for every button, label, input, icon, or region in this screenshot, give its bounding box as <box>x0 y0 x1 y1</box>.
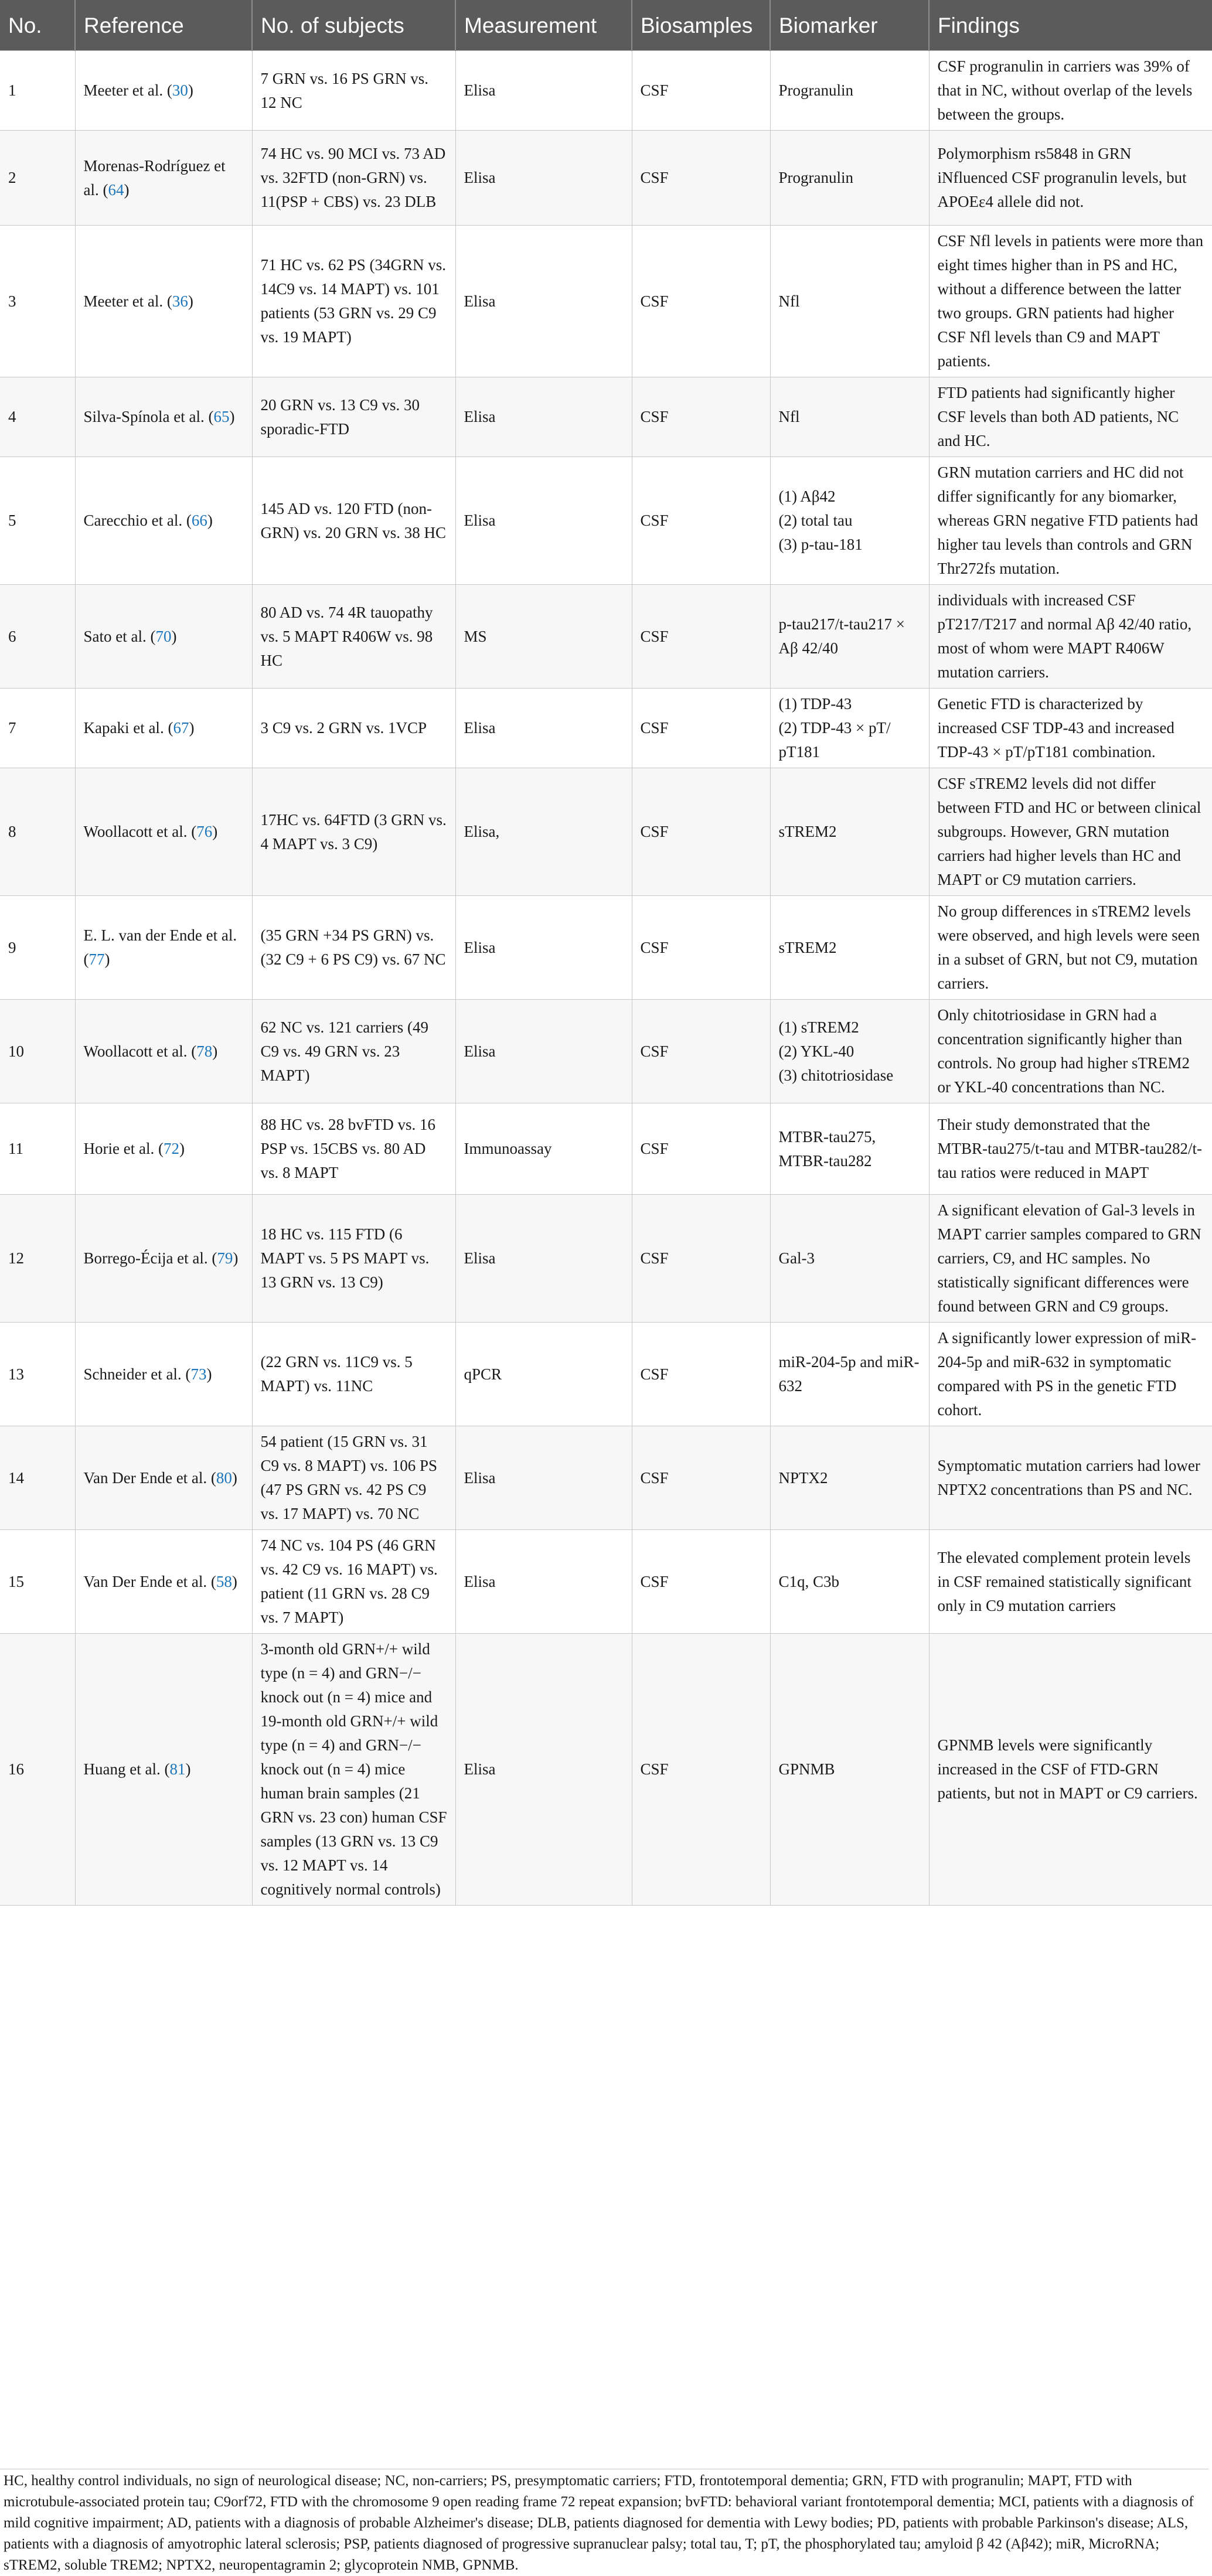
reference-close: ) <box>212 823 218 840</box>
cell-no: 15 <box>0 1530 75 1634</box>
cell-biosample: CSF <box>632 1103 770 1195</box>
cell-biomarker: MTBR-tau275, MTBR-tau282 <box>770 1103 929 1195</box>
citation-link[interactable]: 79 <box>217 1249 233 1267</box>
cell-biomarker <box>770 689 929 768</box>
cell-biosample: CSF <box>632 131 770 226</box>
cell-no: 7 <box>0 689 75 768</box>
reference-close: ) <box>189 719 195 737</box>
cell-measurement: Immunoassay <box>455 1103 632 1195</box>
cell-findings: GRN mutation carriers and HC did not differ significantly for any biomarker, whereas GRN negative FTD patients had higher tau levels than controls and GRN Thr272fs mutation. <box>929 457 1212 585</box>
biomarker-list-item: (3) p-tau-181 <box>778 536 863 553</box>
cell-reference <box>75 768 252 896</box>
reference-close: ) <box>124 180 130 199</box>
cell-biosample: CSF <box>632 226 770 377</box>
biomarker-list-item: pT181 <box>778 743 820 761</box>
cell-biomarker: NPTX2 <box>770 1426 929 1530</box>
reference-author: Morenas-Rodríguez et al. ( <box>83 156 226 199</box>
table-body <box>0 51 1212 1906</box>
biomarker-list-item: (3) chitotriosidase <box>778 1066 894 1084</box>
table-row <box>0 51 1212 131</box>
biomarker-list-item: (2) TDP-43 × pT/ <box>778 719 891 737</box>
cell-biosample: CSF <box>632 768 770 896</box>
cell-findings: FTD patients had significantly higher CSF levels than both AD patients, NC and HC. <box>929 377 1212 457</box>
cell-biomarker: p-tau217/t-tau217 × Aβ 42/40 <box>770 585 929 689</box>
cell-no: 10 <box>0 1000 75 1103</box>
table-row <box>0 1530 1212 1634</box>
cell-biomarker: sTREM2 <box>770 896 929 1000</box>
biomarker-list-item: (1) Aβ42 <box>778 488 836 505</box>
cell-findings: Only chitotriosidase in GRN had a concentration significantly higher than controls. No group had higher sTREM2 or YKL-40 concentrations than NC. <box>929 1000 1212 1103</box>
cell-no: 11 <box>0 1103 75 1195</box>
table-row <box>0 1195 1212 1323</box>
cell-reference <box>75 896 252 1000</box>
cell-reference <box>75 1426 252 1530</box>
reference-author: Carecchio et al. ( <box>83 512 192 529</box>
cell-findings: CSF sTREM2 levels did not differ between FTD and HC or between clinical subgroups. However, GRN mutation carriers had higher levels than HC and MAPT or C9 mutation carriers. <box>929 768 1212 896</box>
cell-findings: The elevated complement protein levels in CSF remained statistically significant only in C9 mutation carriers <box>929 1530 1212 1634</box>
cell-biosample: CSF <box>632 457 770 585</box>
reference-close: ) <box>171 627 177 645</box>
cell-biomarker <box>770 1000 929 1103</box>
citation-link[interactable]: 78 <box>196 1042 213 1060</box>
cell-measurement: Elisa <box>455 457 632 585</box>
header-measurement: Measurement <box>455 0 632 51</box>
table-row <box>0 689 1212 768</box>
reference-close: ) <box>188 292 193 310</box>
cell-measurement: Elisa <box>455 226 632 377</box>
cell-measurement: Elisa <box>455 1426 632 1530</box>
reference-close: ) <box>231 1468 237 1487</box>
reference-close: ) <box>212 1042 218 1060</box>
cell-biomarker: GPNMB <box>770 1634 929 1906</box>
cell-findings: A significant elevation of Gal-3 levels in MAPT carrier samples compared to GRN carriers, C9, and HC samples. No statistically significant differences were found between GRN and C9 groups. <box>929 1195 1212 1323</box>
cell-biosample: CSF <box>632 1195 770 1323</box>
table-row <box>0 226 1212 377</box>
cell-measurement: qPCR <box>455 1323 632 1426</box>
cell-subjects: 20 GRN vs. 13 C9 vs. 30 sporadic-FTD <box>252 377 455 457</box>
cell-reference <box>75 585 252 689</box>
table-row <box>0 1000 1212 1103</box>
reference-close: ) <box>207 512 213 529</box>
cell-measurement: Elisa <box>455 1000 632 1103</box>
reference-author: Silva-Spínola et al. ( <box>83 408 214 425</box>
header-row <box>0 0 1212 51</box>
citation-link[interactable]: 76 <box>196 823 213 840</box>
header-reference: Reference <box>75 0 252 51</box>
cell-measurement: Elisa <box>455 1634 632 1906</box>
citation-link[interactable]: 36 <box>172 292 188 310</box>
reference-author: Meeter et al. ( <box>83 81 172 99</box>
reference-author: Schneider et al. ( <box>83 1365 191 1383</box>
cell-findings: CSF progranulin in carriers was 39% of that in NC, without overlap of the levels between the groups. <box>929 51 1212 131</box>
table-header <box>0 0 1212 51</box>
cell-biosample: CSF <box>632 896 770 1000</box>
cell-biosample: CSF <box>632 585 770 689</box>
cell-biomarker: Nfl <box>770 377 929 457</box>
cell-measurement: Elisa, <box>455 768 632 896</box>
table-row <box>0 377 1212 457</box>
biomarker-list-item: (1) sTREM2 <box>778 1018 859 1036</box>
cell-measurement: Elisa <box>455 131 632 226</box>
cell-reference <box>75 377 252 457</box>
cell-biosample: CSF <box>632 1530 770 1634</box>
cell-biosample: CSF <box>632 1634 770 1906</box>
cell-findings: Their study demonstrated that the MTBR-tau275/t-tau and MTBR-tau282/t-tau ratios were reduced in MAPT <box>929 1103 1212 1195</box>
cell-reference <box>75 1634 252 1906</box>
table-row <box>0 896 1212 1000</box>
biomarker-list <box>779 485 921 557</box>
header-subjects: No. of subjects <box>252 0 455 51</box>
reference-close: ) <box>104 950 110 968</box>
cell-subjects: (35 GRN +34 PS GRN) vs. (32 C9 + 6 PS C9) vs. 67 NC <box>252 896 455 1000</box>
cell-subjects: 74 HC vs. 90 MCI vs. 73 AD vs. 32FTD (non-GRN) vs. 11(PSP + CBS) vs. 23 DLB <box>252 131 455 226</box>
biomarker-list <box>779 692 921 764</box>
citation-link[interactable]: 80 <box>216 1468 232 1487</box>
cell-no: 13 <box>0 1323 75 1426</box>
reference-close: ) <box>188 81 193 99</box>
cell-subjects: 145 AD vs. 120 FTD (non-GRN) vs. 20 GRN vs. 38 HC <box>252 457 455 585</box>
cell-findings: individuals with increased CSF pT217/T217 and normal Aβ 42/40 ratio, most of whom were MAPT R406W mutation carriers. <box>929 585 1212 689</box>
cell-no: 2 <box>0 131 75 226</box>
cell-biomarker: sTREM2 <box>770 768 929 896</box>
citation-link[interactable]: 81 <box>169 1760 186 1778</box>
reference-author: Van Der Ende et al. ( <box>83 1468 216 1487</box>
cell-reference <box>75 51 252 131</box>
reference-author: Horie et al. ( <box>83 1140 164 1157</box>
cell-subjects: 80 AD vs. 74 4R tauopathy vs. 5 MAPT R406W vs. 98 HC <box>252 585 455 689</box>
cell-biomarker: Gal-3 <box>770 1195 929 1323</box>
cell-measurement: Elisa <box>455 51 632 131</box>
reference-close: ) <box>231 1572 237 1590</box>
cell-no: 6 <box>0 585 75 689</box>
cell-reference <box>75 1323 252 1426</box>
cell-reference <box>75 457 252 585</box>
citation-link[interactable]: 72 <box>163 1140 179 1157</box>
cell-biomarker: Progranulin <box>770 131 929 226</box>
cell-biosample: CSF <box>632 1000 770 1103</box>
cell-subjects: 62 NC vs. 121 carriers (49 C9 vs. 49 GRN vs. 23 MAPT) <box>252 1000 455 1103</box>
cell-biosample: CSF <box>632 1323 770 1426</box>
table-row <box>0 768 1212 896</box>
cell-subjects: 71 HC vs. 62 PS (34GRN vs. 14C9 vs. 14 MAPT) vs. 101 patients (53 GRN vs. 29 C9 vs. 19 MAPT) <box>252 226 455 377</box>
biomarker-list-item: (2) YKL-40 <box>778 1042 854 1060</box>
cell-no: 1 <box>0 51 75 131</box>
cell-no: 4 <box>0 377 75 457</box>
cell-biomarker: miR-204-5p and miR-632 <box>770 1323 929 1426</box>
cell-reference <box>75 1530 252 1634</box>
cell-findings: Polymorphism rs5848 in GRN iNfluenced CSF progranulin levels, but APOEε4 allele did not. <box>929 131 1212 226</box>
cell-no: 5 <box>0 457 75 585</box>
reference-close: ) <box>229 408 235 425</box>
cell-measurement: Elisa <box>455 1530 632 1634</box>
cell-measurement: Elisa <box>455 896 632 1000</box>
reference-author: Kapaki et al. ( <box>83 719 173 737</box>
header-findings: Findings <box>929 0 1212 51</box>
cell-subjects: 18 HC vs. 115 FTD (6 MAPT vs. 5 PS MAPT vs. 13 GRN vs. 13 C9) <box>252 1195 455 1323</box>
cell-no: 14 <box>0 1426 75 1530</box>
cell-measurement: MS <box>455 585 632 689</box>
cell-biomarker: Progranulin <box>770 51 929 131</box>
cell-reference <box>75 1195 252 1323</box>
cell-subjects: 3 C9 vs. 2 GRN vs. 1VCP <box>252 689 455 768</box>
citation-link[interactable]: 73 <box>190 1365 207 1383</box>
cell-findings: CSF Nfl levels in patients were more than eight times higher than in PS and HC, without a difference between the latter two groups. GRN patients had higher CSF Nfl levels than C9 and MAPT patients. <box>929 226 1212 377</box>
cell-biosample: CSF <box>632 689 770 768</box>
cell-findings: Genetic FTD is characterized by increased CSF TDP-43 and increased TDP-43 × pT/pT181 combination. <box>929 689 1212 768</box>
reference-close: ) <box>206 1365 212 1383</box>
citation-link[interactable]: 65 <box>213 408 230 425</box>
cell-no: 3 <box>0 226 75 377</box>
cell-biomarker: C1q, C3b <box>770 1530 929 1634</box>
reference-author: Borrego-Écija et al. ( <box>83 1249 217 1267</box>
cell-subjects: 88 HC vs. 28 bvFTD vs. 16 PSP vs. 15CBS vs. 80 AD vs. 8 MAPT <box>252 1103 455 1195</box>
biomarker-list <box>779 1016 921 1088</box>
table-row <box>0 1634 1212 1906</box>
cell-no: 16 <box>0 1634 75 1906</box>
cell-findings: GPNMB levels were significantly increased in the CSF of FTD-GRN patients, but not in MAPT or C9 carriers. <box>929 1634 1212 1906</box>
biomarker-list-item: (2) total tau <box>778 512 853 529</box>
cell-subjects: 3-month old GRN+/+ wild type (n = 4) and GRN−/− knock out (n = 4) mice and 19-month old GRN+/+ wild type (n = 4) and GRN−/− knock out (n = 4) mice human brain samples (21 GRN vs. 23 con) human CSF samples (13 GRN vs. 13 C9 vs. 12 MAPT vs. 14 cognitively normal controls) <box>252 1634 455 1906</box>
citation-link[interactable]: 70 <box>155 627 172 645</box>
table-row <box>0 1323 1212 1426</box>
cell-findings: A significantly lower expression of miR-204-5p and miR-632 in symptomatic compared with PS in the genetic FTD cohort. <box>929 1323 1212 1426</box>
header-no: No. <box>0 0 75 51</box>
cell-findings: No group differences in sTREM2 levels were observed, and high levels were seen in a subset of GRN, but not C9, mutation carriers. <box>929 896 1212 1000</box>
biomarker-list-item: (1) TDP-43 <box>778 695 852 713</box>
cell-subjects: 17HC vs. 64FTD (3 GRN vs. 4 MAPT vs. 3 C9) <box>252 768 455 896</box>
cell-no: 9 <box>0 896 75 1000</box>
header-biosamples: Biosamples <box>632 0 770 51</box>
cell-biosample: CSF <box>632 377 770 457</box>
table-footnote: HC, healthy control individuals, no sign of neurological disease; NC, non-carriers; PS, presymptomatic carriers; FTD, frontotemporal dementia; GRN, FTD with progranulin; MAPT, FTD with microtubule-associated protein tau; C9orf72, FTD with the chromosome 9 open reading frame 72 repeat expansion; bvFTD: behavioral variant frontotemporal dementia; MCI, patients with a diagnosis of mild cognitive impairment; AD, patients with a diagnosis of probable Alzheimer's disease; DLB, patients diagnosed for dementia with Lewy bodies; PD, patients with probable Parkinson's disease; ALS, patients with a diagnosis of amyotrophic lateral sclerosis; PSP, patients diagnosed of progressive supranuclear palsy; total tau, T; pT, the phosphorylated tau; amyloid β 42 (Aβ42); miR, MicroRNA; sTREM2, soluble TREM2; NPTX2, neuropentagramin 2; glycoprotein NMB, GPNMB. <box>0 2469 1208 2576</box>
cell-biomarker <box>770 457 929 585</box>
reference-author: Van Der Ende et al. ( <box>83 1572 216 1590</box>
cell-measurement: Elisa <box>455 1195 632 1323</box>
citation-link[interactable]: 30 <box>172 81 188 99</box>
cell-reference <box>75 226 252 377</box>
reference-close: ) <box>185 1760 191 1778</box>
reference-author: Huang et al. ( <box>83 1760 170 1778</box>
header-biomarker: Biomarker <box>770 0 929 51</box>
citation-link[interactable]: 66 <box>191 512 207 529</box>
cell-reference <box>75 689 252 768</box>
reference-close: ) <box>179 1140 185 1157</box>
table-row <box>0 457 1212 585</box>
cell-no: 12 <box>0 1195 75 1323</box>
cell-biomarker: Nfl <box>770 226 929 377</box>
cell-subjects: 7 GRN vs. 16 PS GRN vs. 12 NC <box>252 51 455 131</box>
reference-author: E. L. van der Ende et al. ( <box>83 926 237 968</box>
cell-reference <box>75 1103 252 1195</box>
cell-subjects: (22 GRN vs. 11C9 vs. 5 MAPT) vs. 11NC <box>252 1323 455 1426</box>
cell-subjects: 54 patient (15 GRN vs. 31 C9 vs. 8 MAPT) vs. 106 PS (47 PS GRN vs. 42 PS C9 vs. 17 MAPT) vs. 70 NC <box>252 1426 455 1530</box>
reference-author: Woollacott et al. ( <box>83 823 197 840</box>
cell-measurement: Elisa <box>455 689 632 768</box>
cell-findings: Symptomatic mutation carriers had lower NPTX2 concentrations than PS and NC. <box>929 1426 1212 1530</box>
cell-no: 8 <box>0 768 75 896</box>
cell-biosample: CSF <box>632 51 770 131</box>
citation-link[interactable]: 67 <box>173 719 189 737</box>
table-row <box>0 1426 1212 1530</box>
cell-biosample: CSF <box>632 1426 770 1530</box>
citation-link[interactable]: 77 <box>88 950 105 968</box>
table-row <box>0 131 1212 226</box>
reference-author: Sato et al. ( <box>83 627 156 645</box>
cell-reference <box>75 1000 252 1103</box>
cell-subjects: 74 NC vs. 104 PS (46 GRN vs. 42 C9 vs. 16 MAPT) vs. patient (11 GRN vs. 28 C9 vs. 7 MAPT) <box>252 1530 455 1634</box>
cell-reference <box>75 131 252 226</box>
cell-measurement: Elisa <box>455 377 632 457</box>
reference-author: Meeter et al. ( <box>83 292 172 310</box>
table-row <box>0 1103 1212 1195</box>
reference-author: Woollacott et al. ( <box>83 1042 197 1060</box>
table-row <box>0 585 1212 689</box>
citation-link[interactable]: 58 <box>216 1572 232 1590</box>
citation-link[interactable]: 64 <box>108 180 124 199</box>
reference-close: ) <box>233 1249 239 1267</box>
